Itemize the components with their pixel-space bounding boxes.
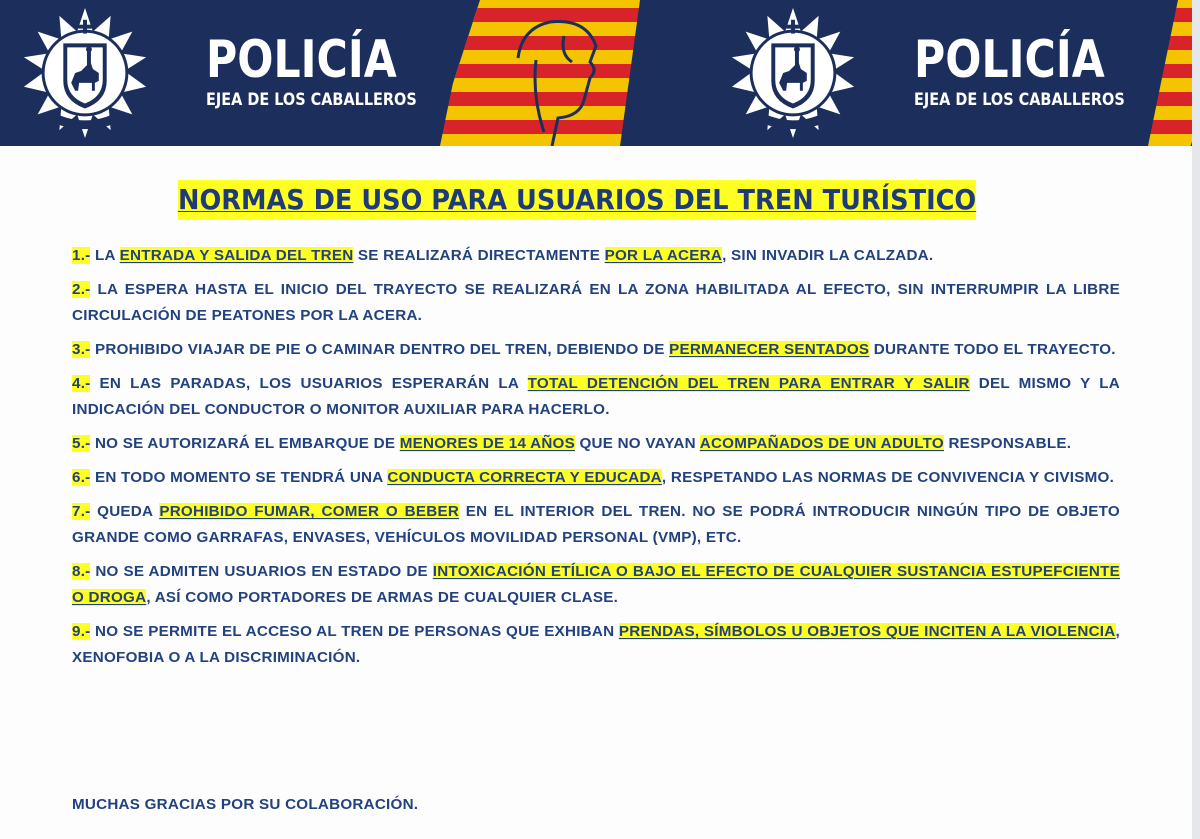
- rule-number: 3.-: [72, 341, 91, 358]
- rule-text: NO SE PERMITE EL ACCESO AL TREN DE PERSONAS QUE EXHIBAN: [95, 623, 619, 640]
- rule-number: 7.-: [72, 503, 91, 520]
- rule-text: LA: [94, 247, 120, 264]
- rule-item: [72, 465, 1120, 491]
- rule-number: 2.-: [72, 281, 91, 298]
- rule-highlight: PROHIBIDO FUMAR, COMER O BEBER: [159, 503, 460, 520]
- rule-number: 8.-: [72, 563, 91, 580]
- rule-text: DEL MISMO Y LA INDICACIÓN DEL CONDUCTOR O MONITOR AUXILIAR PARA HACERLO.: [72, 375, 1120, 418]
- rule-text: PROHIBIDO VIAJAR DE PIE O CAMINAR DENTRO DEL TREN, DEBIENDO DE: [94, 341, 670, 358]
- rule-number: 1.-: [72, 247, 91, 264]
- rule-highlight: MENORES DE 14 AÑOS: [399, 435, 575, 452]
- rules-list: [72, 243, 1120, 679]
- closing-message: MUCHAS GRACIAS POR SU COLABORACIÓN.: [72, 796, 419, 813]
- rule-highlight: POR LA ACERA: [604, 247, 723, 264]
- rule-item: [72, 337, 1120, 363]
- rule-text: , SIN INVADIR LA CALZADA.: [722, 247, 934, 264]
- rule-text: , XENOFOBIA O A LA DISCRIMINACIÓN.: [72, 623, 1120, 666]
- rule-highlight: ENTRADA Y SALIDA DEL TREN: [119, 247, 354, 264]
- rule-item: [72, 371, 1120, 423]
- rule-text: NO SE ADMITEN USUARIOS EN ESTADO DE: [95, 563, 433, 580]
- brand-title: POLICÍA: [206, 30, 397, 90]
- police-banner: [0, 0, 1192, 146]
- flag-silhouette-art: [440, 0, 680, 146]
- rule-highlight: PRENDAS, SÍMBOLOS U OBJETOS QUE INCITEN A LA VIOLENCIA: [618, 623, 1116, 640]
- document-title: NORMAS DE USO PARA USUARIOS DEL TREN TURÍSTICO: [178, 180, 1014, 220]
- rule-item: [72, 431, 1120, 457]
- rule-highlight: TOTAL DETENCIÓN DEL TREN PARA ENTRAR Y SALIR: [527, 375, 970, 392]
- brand-subtitle: EJEA DE LOS CABALLEROS: [914, 90, 1125, 110]
- rule-text: LA ESPERA HASTA EL INICIO DEL TRAYECTO SE REALIZARÁ EN LA ZONA HABILITADA AL EFECTO, SIN INTERRUMPIR LA LIBRE CIRCULACIÓN DE PEATONES POR LA ACERA.: [72, 281, 1120, 324]
- police-badge-logo: [16, 3, 154, 143]
- rule-text: , RESPETANDO LAS NORMAS DE CONVIVENCIA Y CIVISMO.: [661, 469, 1115, 486]
- rule-number: 9.-: [72, 623, 91, 640]
- brand-title: POLICÍA: [914, 30, 1105, 90]
- rule-item: [72, 559, 1120, 611]
- rule-highlight: PERMANECER SENTADOS: [669, 341, 870, 358]
- rule-text: , ASÍ COMO PORTADORES DE ARMAS DE CUALQUIER CLASE.: [146, 589, 619, 606]
- rule-item: [72, 277, 1120, 329]
- flag-silhouette-art: [1148, 0, 1192, 146]
- brand-block: [914, 32, 1162, 110]
- rule-number: 4.-: [72, 375, 91, 392]
- rule-text: EN EL INTERIOR DEL TREN. NO SE PODRÁ INTRODUCIR NINGÚN TIPO DE OBJETO GRANDE COMO GARRAFAS, ENVASES, VEHÍCULOS MOVILIDAD PERSONAL (VMP), ETC.: [72, 503, 1120, 546]
- rule-text: QUEDA: [97, 503, 160, 520]
- rule-text: NO SE AUTORIZARÁ EL EMBARQUE DE: [94, 435, 400, 452]
- rule-number: 5.-: [72, 435, 91, 452]
- rule-highlight: INTOXICACIÓN ETÍLICA O BAJO EL EFECTO DE CUALQUIER SUSTANCIA ESTUPEFCIENTE O DROGA: [72, 563, 1120, 606]
- rule-text: EN LAS PARADAS, LOS USUARIOS ESPERARÁN LA: [99, 375, 528, 392]
- brand-block: [206, 32, 454, 110]
- rule-item: [72, 243, 1120, 269]
- rule-highlight: ACOMPAÑADOS DE UN ADULTO: [699, 435, 944, 452]
- rule-text: DURANTE TODO EL TRAYECTO.: [869, 341, 1116, 358]
- rule-item: [72, 499, 1120, 551]
- rule-number: 6.-: [72, 469, 91, 486]
- brand-subtitle: EJEA DE LOS CABALLEROS: [206, 90, 417, 110]
- police-badge-logo: [724, 3, 862, 143]
- rules-document: [0, 146, 1192, 839]
- rule-text: EN TODO MOMENTO SE TENDRÁ UNA: [94, 469, 388, 486]
- rule-item: [72, 619, 1120, 671]
- page-edge: [1192, 0, 1200, 839]
- rule-text: SE REALIZARÁ DIRECTAMENTE: [353, 247, 605, 264]
- rule-highlight: CONDUCTA CORRECTA Y EDUCADA: [387, 469, 662, 486]
- rule-text: RESPONSABLE.: [943, 435, 1072, 452]
- rule-text: QUE NO VAYAN: [574, 435, 700, 452]
